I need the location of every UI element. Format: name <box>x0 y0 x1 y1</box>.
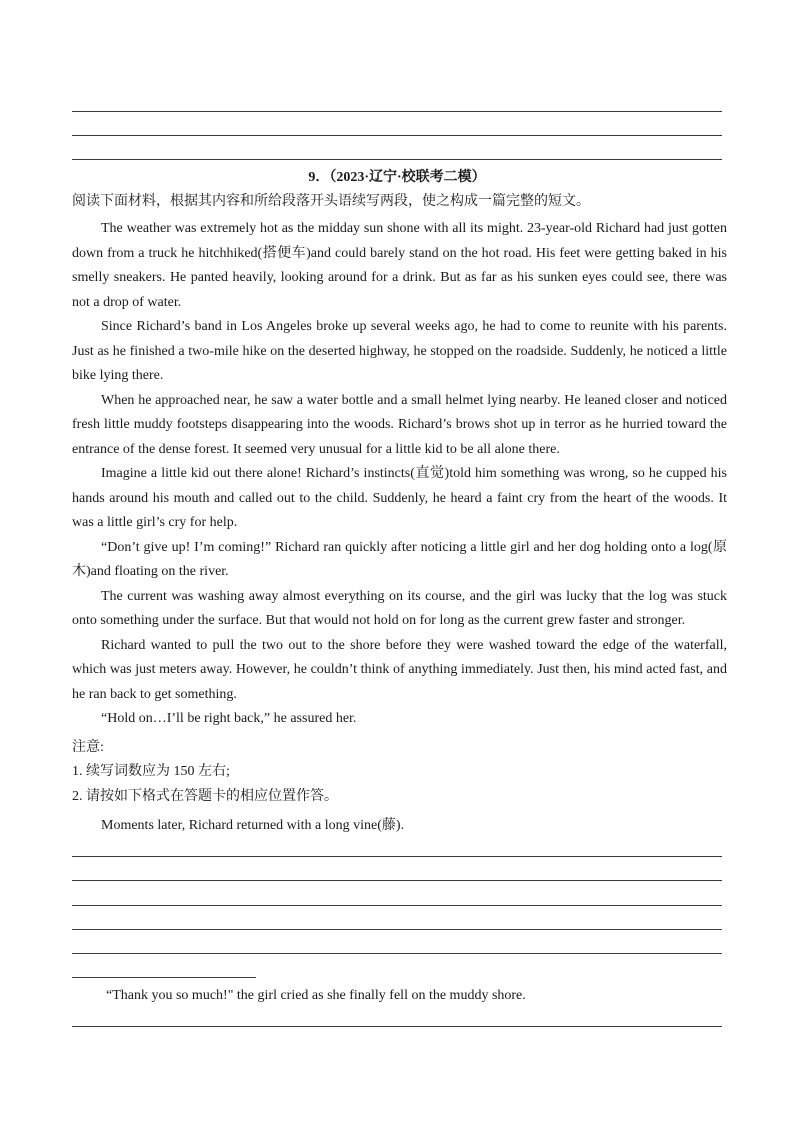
passage-paragraph: The current was washing away almost everything on its course, and the girl was lucky that the log was stuck onto something under the surface. But that would not hold on for long as the current grew faster and stronger. <box>72 588 727 628</box>
writing-line <box>72 880 722 881</box>
passage-paragraph: “Hold on…I’ll be right back,” he assured her. <box>101 711 357 726</box>
notes-heading: 注意: <box>72 740 104 755</box>
answer-line <box>72 135 722 136</box>
passage-paragraph: Richard wanted to pull the two out to the shore before they were washed toward the edge of the waterfall, which was just meters away. However, he couldn’t think of anything immediately. Just then, his mind acted fast, and he ran back to get something. <box>72 637 727 702</box>
question-instruction: 阅读下面材料，根据其内容和所给段落开头语续写两段，使之构成一篇完整的短文。 <box>72 194 590 209</box>
writing-line <box>72 977 256 978</box>
passage-paragraph: Since Richard’s band in Los Angeles broke up several weeks ago, he had to come to reunite with his parents. Just as he finished a two-mile hike on the deserted highway, he stopped on the roadside. Suddenly, he noticed a little bike lying there. <box>72 319 727 383</box>
writing-line <box>72 856 722 857</box>
writing-line <box>72 929 722 930</box>
reading-passage <box>72 217 727 732</box>
passage-paragraph: When he approached near, he saw a water bottle and a small helmet lying nearby. He leaned closer and noticed fresh little muddy footsteps disappearing into the woods. Richard’s brows shot up in terror as he hurried toward the entrance of the dense forest. It seemed very unusual for a little kid to be all alone there. <box>72 392 727 457</box>
writing-line <box>72 1026 722 1027</box>
writing-line <box>72 953 722 954</box>
passage-paragraph: The weather was extremely hot as the midday sun shone with all its might. 23-year-old Richard had just gotten down from a truck he hitchhiked(搭便车)and could barely stand on the hot road. His feet were getting baked in his smelly sneakers. He panted heavily, looking around for a drink. But as far as his sunken eyes could see, there was not a drop of water. <box>72 221 727 310</box>
passage-paragraph: Imagine a little kid out there alone! Richard’s instincts(直觉)told him something was wrong, so he cupped his hands around his mouth and called out to the child. Suddenly, he heard a faint cry from the heart of the woods. It was a little girl’s cry for help. <box>72 466 727 530</box>
answer-line <box>72 159 722 160</box>
paragraph-prompt-1: Moments later, Richard returned with a long vine(藤). <box>101 818 405 833</box>
note-item: 2. 请按如下格式在答题卡的相应位置作答。 <box>72 789 338 804</box>
writing-line <box>72 905 722 906</box>
question-title: 9．（2023·辽宁·校联考二模） <box>308 170 486 185</box>
passage-paragraph: “Don’t give up! I’m coming!” Richard ran quickly after noticing a little girl and her dog holding onto a log(原木)and floating on the river. <box>72 539 727 579</box>
answer-line <box>72 111 722 112</box>
paragraph-prompt-2: “Thank you so much!" the girl cried as she finally fell on the muddy shore. <box>106 988 526 1003</box>
note-item: 1. 续写词数应为 150 左右; <box>72 764 230 779</box>
